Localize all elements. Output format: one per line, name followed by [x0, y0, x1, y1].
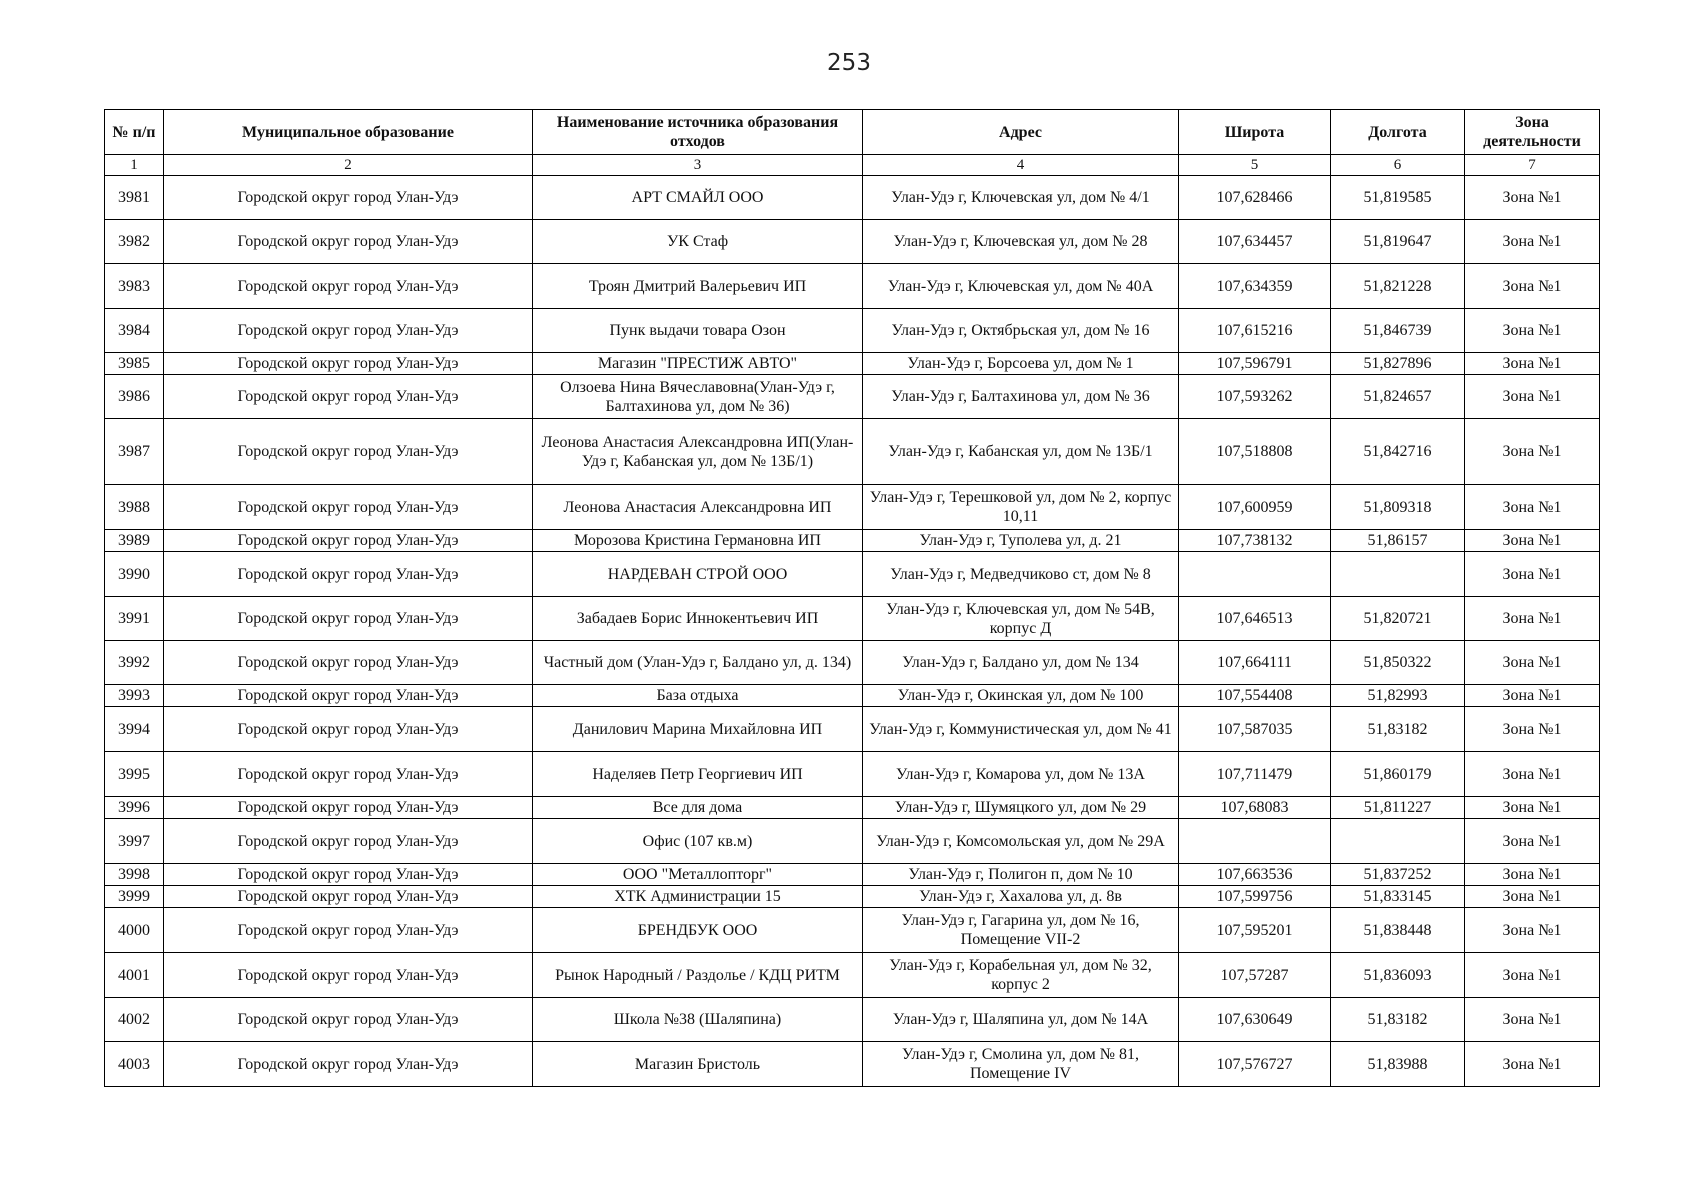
row-number-cell: 3998	[105, 864, 164, 886]
row-number-cell: 3988	[105, 485, 164, 530]
address-cell: Улан-Удэ г, Гагарина ул, дом № 16, Помещение VII-2	[863, 908, 1179, 953]
column-number: 3	[533, 155, 863, 176]
address-cell: Улан-Удэ г, Кабанская ул, дом № 13Б/1	[863, 419, 1179, 485]
waste-source-cell: Морозова Кристина Германовна ИП	[533, 530, 863, 552]
municipality-cell: Городской округ город Улан-Удэ	[164, 353, 533, 375]
longitude-cell: 51,83182	[1331, 998, 1465, 1042]
municipality-cell: Городской округ город Улан-Удэ	[164, 375, 533, 419]
address-cell: Улан-Удэ г, Ключевская ул, дом № 40А	[863, 264, 1179, 309]
table-row	[105, 685, 1600, 707]
municipality-cell: Городской округ город Улан-Удэ	[164, 908, 533, 953]
header-latitude: Широта	[1179, 110, 1331, 155]
table-row	[105, 176, 1600, 220]
header-row-number: № п/п	[105, 110, 164, 155]
zone-cell: Зона №1	[1465, 641, 1600, 685]
address-cell: Улан-Удэ г, Ключевская ул, дом № 4/1	[863, 176, 1179, 220]
row-number-cell: 4002	[105, 998, 164, 1042]
latitude-cell: 107,630649	[1179, 998, 1331, 1042]
waste-source-cell: Частный дом (Улан-Удэ г, Балдано ул, д. 134)	[533, 641, 863, 685]
column-number: 6	[1331, 155, 1465, 176]
waste-source-cell: УК Стаф	[533, 220, 863, 264]
waste-source-cell: Рынок Народный / Раздолье / КДЦ РИТМ	[533, 953, 863, 998]
column-number: 7	[1465, 155, 1600, 176]
longitude-cell: 51,811227	[1331, 797, 1465, 819]
address-cell: Улан-Удэ г, Комсомольская ул, дом № 29А	[863, 819, 1179, 864]
table-row	[105, 864, 1600, 886]
address-cell: Улан-Удэ г, Шумяцкого ул, дом № 29	[863, 797, 1179, 819]
address-cell: Улан-Удэ г, Корабельная ул, дом № 32, корпус 2	[863, 953, 1179, 998]
zone-cell: Зона №1	[1465, 908, 1600, 953]
longitude-cell	[1331, 552, 1465, 597]
waste-sources-table	[104, 109, 1600, 1087]
row-number-cell: 4001	[105, 953, 164, 998]
longitude-cell	[1331, 819, 1465, 864]
latitude-cell: 107,587035	[1179, 707, 1331, 752]
zone-cell: Зона №1	[1465, 797, 1600, 819]
column-number: 1	[105, 155, 164, 176]
waste-source-cell: Данилович Марина Михайловна ИП	[533, 707, 863, 752]
waste-source-cell: БРЕНДБУК ООО	[533, 908, 863, 953]
zone-cell: Зона №1	[1465, 309, 1600, 353]
column-number-row	[105, 155, 1600, 176]
zone-cell: Зона №1	[1465, 707, 1600, 752]
row-number-cell: 3991	[105, 597, 164, 641]
latitude-cell: 107,600959	[1179, 485, 1331, 530]
header-longitude: Долгота	[1331, 110, 1465, 155]
waste-source-cell: ООО "Металлопторг"	[533, 864, 863, 886]
table-row	[105, 797, 1600, 819]
municipality-cell: Городской округ город Улан-Удэ	[164, 597, 533, 641]
waste-source-cell: ХТК Администрации 15	[533, 886, 863, 908]
address-cell: Улан-Удэ г, Терешковой ул, дом № 2, корпус 10,11	[863, 485, 1179, 530]
table-row	[105, 908, 1600, 953]
municipality-cell: Городской округ город Улан-Удэ	[164, 819, 533, 864]
row-number-cell: 3990	[105, 552, 164, 597]
waste-source-cell: Школа №38 (Шаляпина)	[533, 998, 863, 1042]
longitude-cell: 51,86157	[1331, 530, 1465, 552]
address-cell: Улан-Удэ г, Медведчиково ст, дом № 8	[863, 552, 1179, 597]
table-body	[105, 176, 1600, 1087]
latitude-cell: 107,554408	[1179, 685, 1331, 707]
latitude-cell: 107,738132	[1179, 530, 1331, 552]
row-number-cell: 3989	[105, 530, 164, 552]
latitude-cell: 107,634359	[1179, 264, 1331, 309]
address-cell: Улан-Удэ г, Смолина ул, дом № 81, Помещение IV	[863, 1042, 1179, 1087]
address-cell: Улан-Удэ г, Комарова ул, дом № 13А	[863, 752, 1179, 797]
longitude-cell: 51,838448	[1331, 908, 1465, 953]
row-number-cell: 4000	[105, 908, 164, 953]
zone-cell: Зона №1	[1465, 264, 1600, 309]
municipality-cell: Городской округ город Улан-Удэ	[164, 419, 533, 485]
longitude-cell: 51,82993	[1331, 685, 1465, 707]
row-number-cell: 3994	[105, 707, 164, 752]
longitude-cell: 51,846739	[1331, 309, 1465, 353]
address-cell: Улан-Удэ г, Ключевская ул, дом № 54В, корпус Д	[863, 597, 1179, 641]
longitude-cell: 51,819585	[1331, 176, 1465, 220]
waste-source-cell: Пунк выдачи товара Озон	[533, 309, 863, 353]
longitude-cell: 51,83182	[1331, 707, 1465, 752]
latitude-cell: 107,599756	[1179, 886, 1331, 908]
table-row	[105, 353, 1600, 375]
waste-source-cell: Офис (107 кв.м)	[533, 819, 863, 864]
longitude-cell: 51,83988	[1331, 1042, 1465, 1087]
longitude-cell: 51,821228	[1331, 264, 1465, 309]
waste-source-cell: НАРДЕВАН СТРОЙ ООО	[533, 552, 863, 597]
municipality-cell: Городской округ город Улан-Удэ	[164, 1042, 533, 1087]
zone-cell: Зона №1	[1465, 864, 1600, 886]
zone-cell: Зона №1	[1465, 1042, 1600, 1087]
municipality-cell: Городской округ город Улан-Удэ	[164, 309, 533, 353]
table-row	[105, 998, 1600, 1042]
latitude-cell: 107,615216	[1179, 309, 1331, 353]
zone-cell: Зона №1	[1465, 886, 1600, 908]
waste-source-cell: Олзоева Нина Вячеславовна(Улан-Удэ г, Балтахинова ул, дом № 36)	[533, 375, 863, 419]
latitude-cell: 107,596791	[1179, 353, 1331, 375]
table-row	[105, 641, 1600, 685]
municipality-cell: Городской округ город Улан-Удэ	[164, 752, 533, 797]
longitude-cell: 51,842716	[1331, 419, 1465, 485]
municipality-cell: Городской округ город Улан-Удэ	[164, 886, 533, 908]
table-row	[105, 819, 1600, 864]
table-row	[105, 597, 1600, 641]
row-number-cell: 3983	[105, 264, 164, 309]
waste-source-cell: Все для дома	[533, 797, 863, 819]
column-number: 5	[1179, 155, 1331, 176]
latitude-cell: 107,711479	[1179, 752, 1331, 797]
municipality-cell: Городской округ город Улан-Удэ	[164, 220, 533, 264]
row-number-cell: 3986	[105, 375, 164, 419]
longitude-cell: 51,850322	[1331, 641, 1465, 685]
row-number-cell: 3981	[105, 176, 164, 220]
zone-cell: Зона №1	[1465, 353, 1600, 375]
municipality-cell: Городской округ город Улан-Удэ	[164, 176, 533, 220]
latitude-cell: 107,595201	[1179, 908, 1331, 953]
latitude-cell: 107,57287	[1179, 953, 1331, 998]
latitude-cell: 107,664111	[1179, 641, 1331, 685]
latitude-cell: 107,634457	[1179, 220, 1331, 264]
row-number-cell: 4003	[105, 1042, 164, 1087]
longitude-cell: 51,836093	[1331, 953, 1465, 998]
zone-cell: Зона №1	[1465, 752, 1600, 797]
zone-cell: Зона №1	[1465, 485, 1600, 530]
municipality-cell: Городской округ город Улан-Удэ	[164, 707, 533, 752]
latitude-cell: 107,628466	[1179, 176, 1331, 220]
table-row	[105, 264, 1600, 309]
table-row	[105, 953, 1600, 998]
row-number-cell: 3995	[105, 752, 164, 797]
longitude-cell: 51,809318	[1331, 485, 1465, 530]
row-number-cell: 3999	[105, 886, 164, 908]
zone-cell: Зона №1	[1465, 375, 1600, 419]
column-number: 2	[164, 155, 533, 176]
header-zone: Зона деятельности	[1465, 110, 1600, 155]
table-row	[105, 886, 1600, 908]
row-number-cell: 3982	[105, 220, 164, 264]
zone-cell: Зона №1	[1465, 597, 1600, 641]
row-number-cell: 3993	[105, 685, 164, 707]
table-row	[105, 220, 1600, 264]
row-number-cell: 3987	[105, 419, 164, 485]
address-cell: Улан-Удэ г, Полигон п, дом № 10	[863, 864, 1179, 886]
longitude-cell: 51,860179	[1331, 752, 1465, 797]
longitude-cell: 51,820721	[1331, 597, 1465, 641]
address-cell: Улан-Удэ г, Окинская ул, дом № 100	[863, 685, 1179, 707]
waste-source-cell: АРТ СМАЙЛ ООО	[533, 176, 863, 220]
longitude-cell: 51,833145	[1331, 886, 1465, 908]
waste-source-cell: Забадаев Борис Иннокентьевич ИП	[533, 597, 863, 641]
waste-source-cell: Леонова Анастасия Александровна ИП	[533, 485, 863, 530]
waste-source-cell: Наделяев Петр Георгиевич ИП	[533, 752, 863, 797]
row-number-cell: 3985	[105, 353, 164, 375]
longitude-cell: 51,827896	[1331, 353, 1465, 375]
longitude-cell: 51,837252	[1331, 864, 1465, 886]
header-row	[105, 110, 1600, 155]
municipality-cell: Городской округ город Улан-Удэ	[164, 953, 533, 998]
row-number-cell: 3996	[105, 797, 164, 819]
municipality-cell: Городской округ город Улан-Удэ	[164, 797, 533, 819]
table-row	[105, 552, 1600, 597]
latitude-cell: 107,518808	[1179, 419, 1331, 485]
municipality-cell: Городской округ город Улан-Удэ	[164, 998, 533, 1042]
municipality-cell: Городской округ город Улан-Удэ	[164, 641, 533, 685]
address-cell: Улан-Удэ г, Ключевская ул, дом № 28	[863, 220, 1179, 264]
latitude-cell: 107,593262	[1179, 375, 1331, 419]
zone-cell: Зона №1	[1465, 819, 1600, 864]
waste-source-cell: Магазин "ПРЕСТИЖ АВТО"	[533, 353, 863, 375]
address-cell: Улан-Удэ г, Борсоева ул, дом № 1	[863, 353, 1179, 375]
latitude-cell: 107,576727	[1179, 1042, 1331, 1087]
zone-cell: Зона №1	[1465, 530, 1600, 552]
row-number-cell: 3997	[105, 819, 164, 864]
row-number-cell: 3984	[105, 309, 164, 353]
latitude-cell: 107,663536	[1179, 864, 1331, 886]
column-number: 4	[863, 155, 1179, 176]
zone-cell: Зона №1	[1465, 220, 1600, 264]
waste-source-cell: База отдыха	[533, 685, 863, 707]
address-cell: Улан-Удэ г, Хахалова ул, д. 8в	[863, 886, 1179, 908]
table-row	[105, 530, 1600, 552]
waste-source-cell: Троян Дмитрий Валерьевич ИП	[533, 264, 863, 309]
address-cell: Улан-Удэ г, Туполева ул, д. 21	[863, 530, 1179, 552]
zone-cell: Зона №1	[1465, 176, 1600, 220]
table-row	[105, 707, 1600, 752]
table-row	[105, 309, 1600, 353]
waste-source-cell: Леонова Анастасия Александровна ИП(Улан-Удэ г, Кабанская ул, дом № 13Б/1)	[533, 419, 863, 485]
address-cell: Улан-Удэ г, Балдано ул, дом № 134	[863, 641, 1179, 685]
address-cell: Улан-Удэ г, Октябрьская ул, дом № 16	[863, 309, 1179, 353]
longitude-cell: 51,819647	[1331, 220, 1465, 264]
longitude-cell: 51,824657	[1331, 375, 1465, 419]
zone-cell: Зона №1	[1465, 953, 1600, 998]
header-municipality: Муниципальное образование	[164, 110, 533, 155]
latitude-cell: 107,646513	[1179, 597, 1331, 641]
municipality-cell: Городской округ город Улан-Удэ	[164, 552, 533, 597]
table-row	[105, 485, 1600, 530]
address-cell: Улан-Удэ г, Балтахинова ул, дом № 36	[863, 375, 1179, 419]
row-number-cell: 3992	[105, 641, 164, 685]
zone-cell: Зона №1	[1465, 998, 1600, 1042]
header-address: Адрес	[863, 110, 1179, 155]
latitude-cell: 107,68083	[1179, 797, 1331, 819]
table-row	[105, 419, 1600, 485]
zone-cell: Зона №1	[1465, 552, 1600, 597]
table-row	[105, 752, 1600, 797]
latitude-cell	[1179, 552, 1331, 597]
latitude-cell	[1179, 819, 1331, 864]
table-row	[105, 1042, 1600, 1087]
municipality-cell: Городской округ город Улан-Удэ	[164, 485, 533, 530]
page-number: 253	[827, 50, 871, 76]
address-cell: Улан-Удэ г, Коммунистическая ул, дом № 41	[863, 707, 1179, 752]
header-waste-source: Наименование источника образования отходов	[533, 110, 863, 155]
municipality-cell: Городской округ город Улан-Удэ	[164, 685, 533, 707]
table-row	[105, 375, 1600, 419]
municipality-cell: Городской округ город Улан-Удэ	[164, 264, 533, 309]
waste-source-cell: Магазин Бристоль	[533, 1042, 863, 1087]
municipality-cell: Городской округ город Улан-Удэ	[164, 864, 533, 886]
zone-cell: Зона №1	[1465, 685, 1600, 707]
zone-cell: Зона №1	[1465, 419, 1600, 485]
municipality-cell: Городской округ город Улан-Удэ	[164, 530, 533, 552]
address-cell: Улан-Удэ г, Шаляпина ул, дом № 14А	[863, 998, 1179, 1042]
